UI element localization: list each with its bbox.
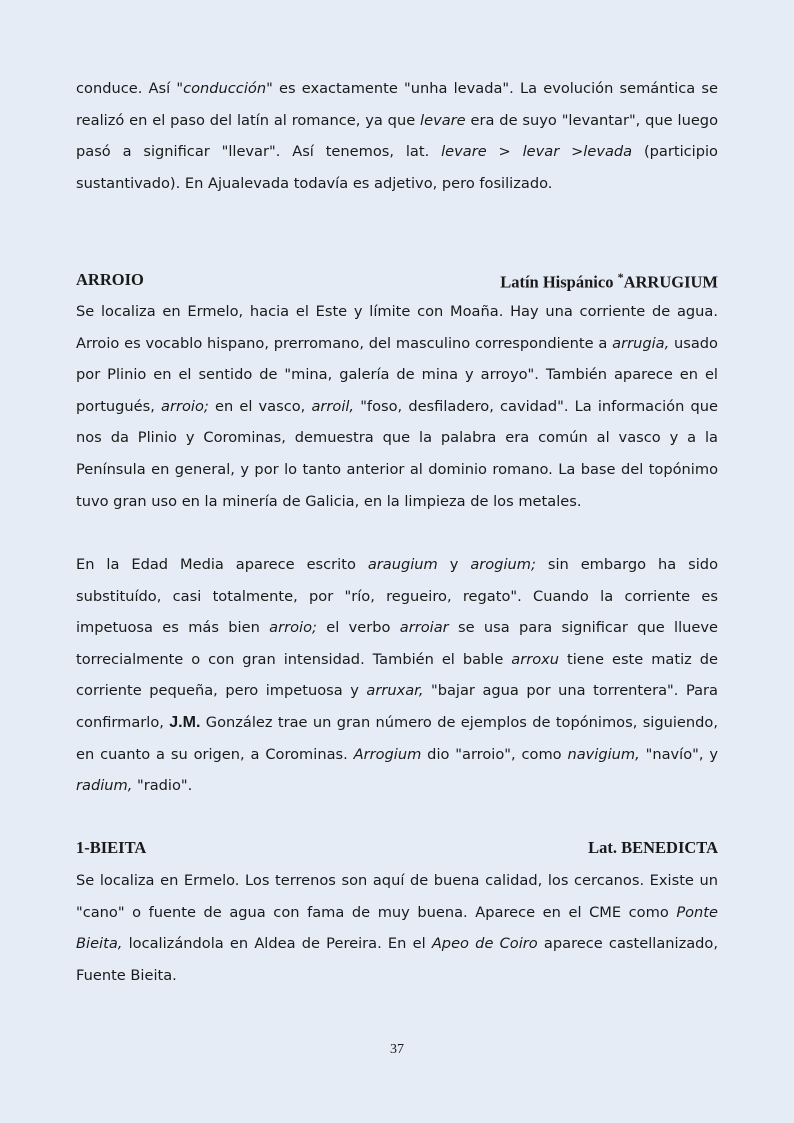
text-span: usado por Plinio en el sentido de "mina, galería de mina y arroyo". También aparece en el portugués, [76,334,718,415]
text-span: En la Edad Media aparece escrito [76,556,368,573]
text-span: en el vasco, [208,397,312,415]
italic-term: navigium, [567,745,640,763]
paragraph-conduce [76,73,718,199]
heading-etymology: Lat. BENEDICTA [588,838,718,857]
text-span: es exactamente "unha levada". La evolución semántica se realizó en el paso del latín al romance, ya que [76,80,718,129]
italic-term: Arrogium [353,745,422,763]
italic-term: arroio; [269,619,317,637]
text-span: sin embargo ha sido substituído, casi totalmente, por "río, regueiro, regato". Cuando la corriente es impetuosa es más bien [76,556,718,637]
italic-term: levare [420,111,466,129]
text-span: "navío", y [639,745,718,763]
text-span: conduce. Así [76,80,177,97]
italic-term: arogium; [470,556,536,573]
italic-term: arroiar [399,619,449,637]
italic-term: levare > levar >levada [441,143,633,161]
italic-term: Apeo de Coiro [431,935,538,953]
author-initials: J.M. [169,713,201,731]
italic-term: "conducción" [176,80,273,97]
text-span: y [437,556,471,573]
italic-term: arroio; [161,397,209,415]
paragraph-edad-media [76,549,718,802]
text-span: Se localiza en Ermelo. Los terrenos son aquí de buena calidad, los cercanos. Existe un "cano" o fuente de agua con fama de muy buena. Aparece en el CME como [76,872,718,921]
heading-term: ARROIO [76,270,144,289]
text-span: aparece castellanizado, Fuente Bieita. [76,935,718,984]
text-span: "radio". [132,777,193,795]
page-number: 37 [390,1042,404,1057]
text-span: "bajar agua por una torrentera". Para confirmarlo, [76,682,718,731]
asterisk-mark: * [617,270,624,284]
paragraph-arroio [76,296,718,517]
heading-etymology [500,270,718,293]
text-span: dio "arroio", como [421,745,568,763]
text-span: (participio sustantivado). En Ajualevada todavía es adjetivo, pero fosilizado. [76,143,718,192]
section-heading-arroio [76,270,718,294]
text-span: el verbo [316,619,400,637]
italic-term: arruxar, [366,682,424,700]
text-span: se usa para significar que llueve torrecialmente o con gran intensidad. También el bable [76,619,718,668]
text-span: "foso, desfiladero, cavidad". La información que nos da Plinio y Corominas, demuestra que la palabra era común al vasco y a la Península en general, y por lo tanto anterior al dominio romano. La base del topónimo tuvo gran uso en la minería de Galicia, en la limpieza de los metales. [76,397,718,510]
italic-term: araugium [367,556,438,573]
italic-term: Ponte Bieita, [76,903,718,953]
section-heading-bieita [76,838,718,862]
heading-etymology-prefix: Latín Hispánico [500,272,618,292]
italic-term: arroxu [511,650,560,668]
heading-etymology-word: ARRUGIUM [623,272,718,292]
italic-term: arrugia, [612,334,670,352]
text-span: era de suyo "levantar", que luego pasó a significar "llevar". Así tenemos, lat. [76,111,718,161]
italic-term: radium, [76,777,133,795]
text-span: Se localiza en Ermelo, hacia el Este y límite con Moaña. Hay una corriente de agua. Arroio es vocablo hispano, prerromano, del masculino correspondiente a [76,303,718,352]
italic-term: arroil, [311,397,355,415]
text-span: localizándola en Aldea de Pereira. En el [122,935,432,953]
text-span: González trae un gran número de ejemplos de topónimos, siguiendo, en cuanto a su origen, a Corominas. [76,713,718,763]
paragraph-bieita [76,865,718,991]
text-span: tiene este matiz de corriente pequeña, pero impetuosa y [76,650,718,700]
heading-term: 1-BIEITA [76,838,147,857]
